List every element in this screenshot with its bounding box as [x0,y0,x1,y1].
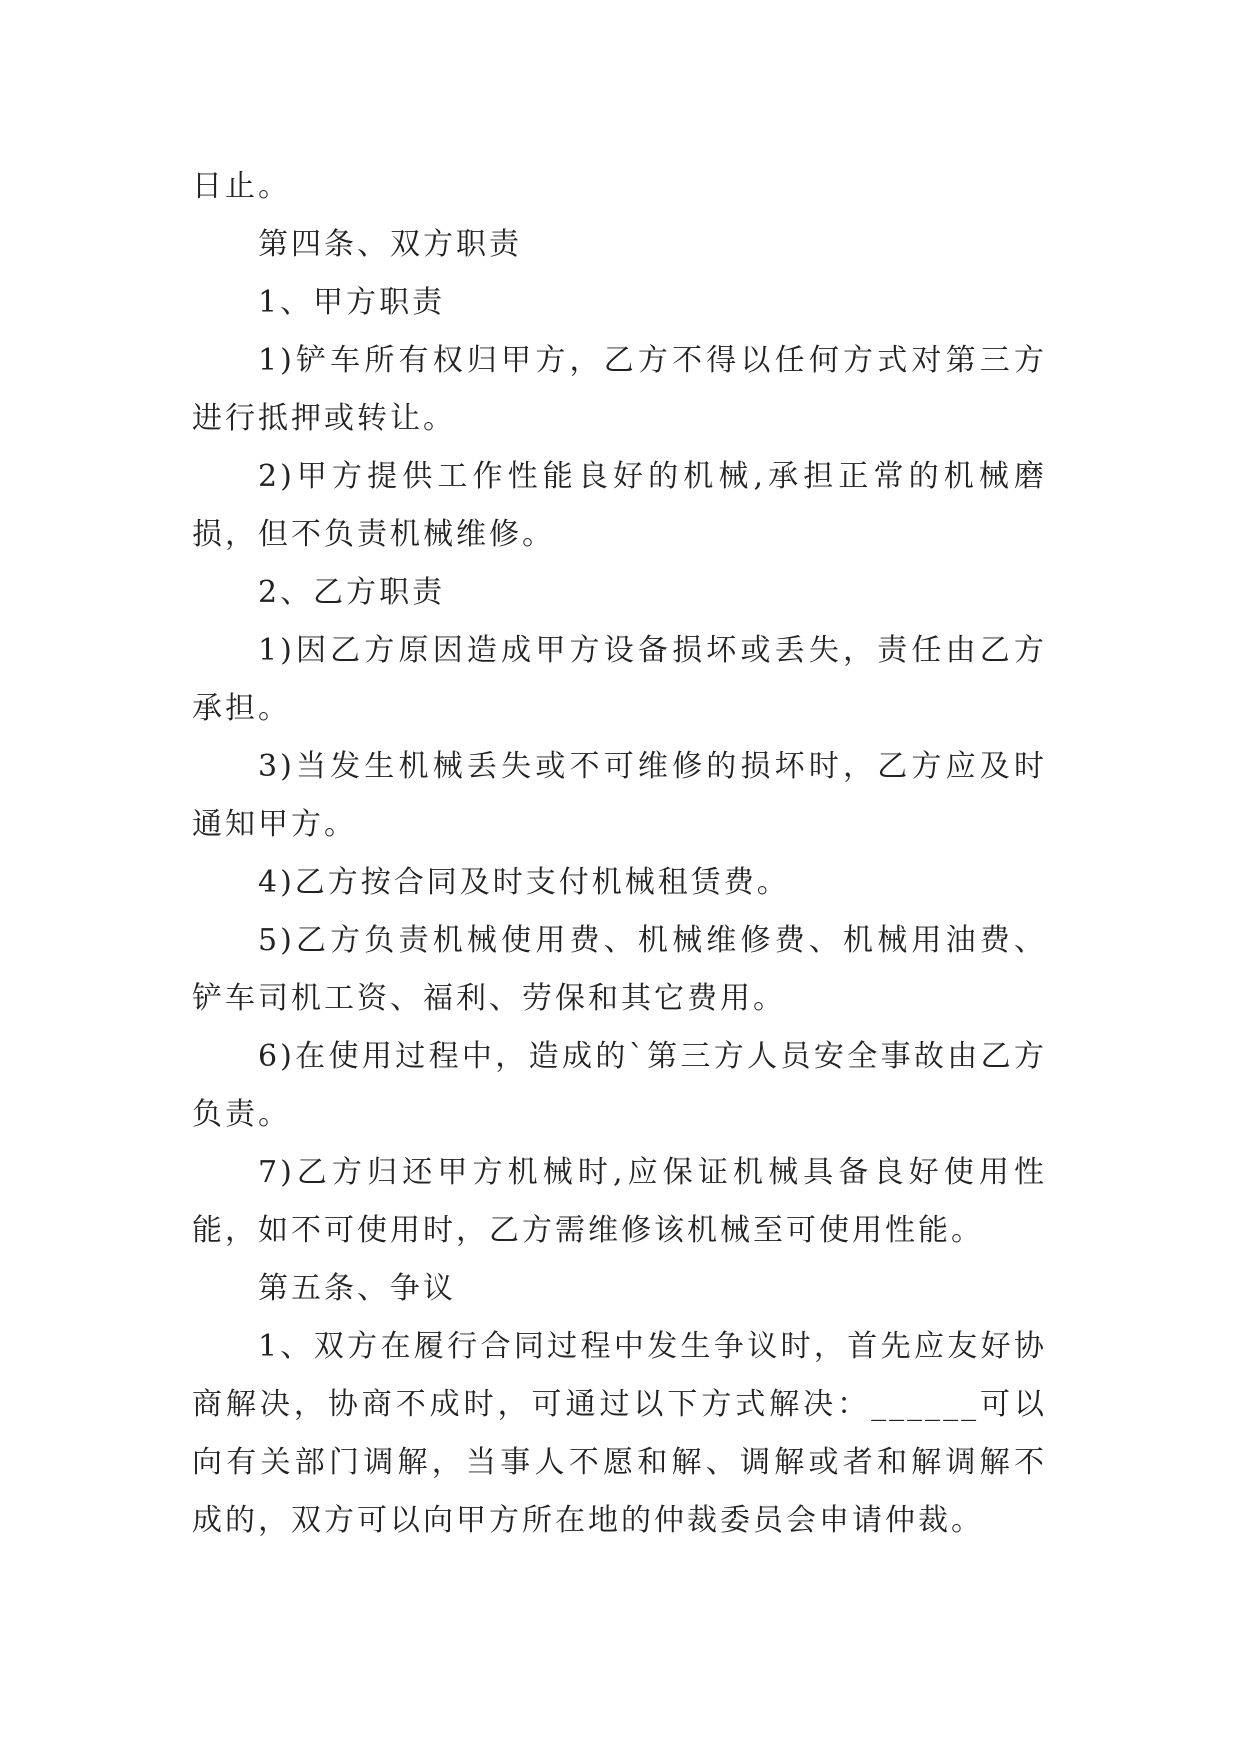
dispute-clause-1: 1、双方在履行合同过程中发生争议时，首先应友好协商解决，协商不成时，可通过以下方式解决：______可以向有关部门调解，当事人不愿和解、调解或者和解调解不成的，双方可以向甲方所在地的仲裁委员会申请仲裁。 [192,1329,1047,1538]
party-b-duty-1: 1)因乙方原因造成甲方设备损坏或丢失，责任由乙方承担。 [192,633,1047,726]
party-a-duty-1: 1)铲车所有权归甲方，乙方不得以任何方式对第三方进行抵押或转让。 [192,343,1047,436]
article-four-heading: 第四条、双方职责 [258,227,522,262]
party-b-duty-3: 3)当发生机械丢失或不可维修的损坏时，乙方应及时通知甲方。 [192,749,1047,842]
party-a-duties-heading: 1、甲方职责 [258,285,446,320]
party-b-duty-7: 7)乙方归还甲方机械时,应保证机械具备良好使用性能，如不可使用时，乙方需维修该机械至可使用性能。 [192,1155,1047,1248]
article-five-heading: 第五条、争议 [258,1271,456,1306]
document-body [192,158,1047,1550]
paragraph-continuation: 日止。 [192,169,291,204]
party-a-duty-2: 2)甲方提供工作性能良好的机械,承担正常的机械磨损，但不负责机械维修。 [192,459,1047,552]
party-b-duty-4: 4)乙方按合同及时支付机械租赁费。 [258,865,790,900]
party-b-duties-heading: 2、乙方职责 [258,575,446,610]
party-b-duty-6: 6)在使用过程中，造成的`第三方人员安全事故由乙方负责。 [192,1039,1047,1132]
party-b-duty-5: 5)乙方负责机械使用费、机械维修费、机械用油费、铲车司机工资、福利、劳保和其它费用。 [192,923,1047,1016]
